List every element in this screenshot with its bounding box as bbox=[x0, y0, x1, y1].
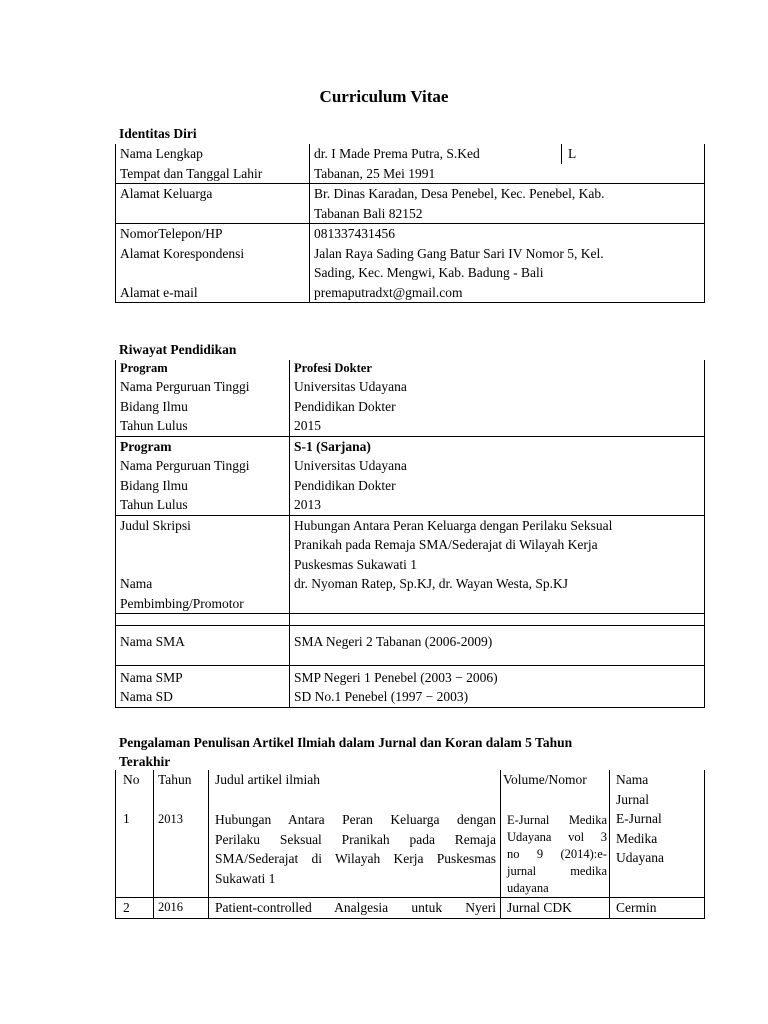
sma-value: SMA Negeri 2 Tabanan (2006-2009) bbox=[290, 626, 705, 666]
spacer-row bbox=[116, 614, 290, 626]
jurnal-line-1: E-Jurnal bbox=[616, 811, 662, 826]
sma-label: Nama SMA bbox=[120, 634, 185, 649]
col-nama-jurnal bbox=[610, 770, 705, 809]
col-nama-line-2: Jurnal bbox=[616, 791, 649, 807]
pt-value-2: Universitas Udayana bbox=[290, 456, 705, 476]
smp-label: Nama SMP bbox=[120, 669, 183, 685]
judul-line-2: Perilaku Seksual Pranikah pada Remaja bbox=[215, 831, 496, 847]
vol-line-5: udayana bbox=[507, 881, 549, 895]
bidang-value-2: Pendidikan Dokter bbox=[290, 476, 705, 496]
row-tahun: 2013 bbox=[154, 809, 209, 898]
row-tahun: 2016 bbox=[154, 898, 209, 919]
pembimbing-value: dr. Nyoman Ratep, Sp.KJ, dr. Wayan Westa, Sp.KJ bbox=[290, 574, 705, 614]
row-judul bbox=[209, 809, 501, 898]
pt-label-2: Nama Perguruan Tinggi bbox=[120, 458, 250, 473]
bidang-label: Bidang Ilmu bbox=[120, 398, 188, 414]
row-judul: Patient-controlled Analgesia untuk Nyeri bbox=[209, 898, 501, 919]
row-volume: Jurnal CDK bbox=[501, 898, 610, 919]
jurnal-line-2: Medika bbox=[616, 830, 658, 846]
identity-table bbox=[115, 144, 705, 303]
alamat-line-2: Tabanan Bali 82152 bbox=[314, 205, 423, 221]
document-title: Curriculum Vitae bbox=[319, 87, 449, 106]
pembimbing-label-line-1: Nama bbox=[120, 576, 153, 591]
lulus-value-1: 2015 bbox=[290, 416, 705, 436]
bidang-value-1: Pendidikan Dokter bbox=[290, 397, 705, 417]
smp-value: SMP Negeri 1 Penebel (2003 − 2006) bbox=[290, 665, 705, 687]
table-row bbox=[116, 898, 705, 919]
program-value-2: S-1 (Sarjana) bbox=[290, 436, 705, 456]
program-label-2: Program bbox=[120, 438, 172, 454]
ttl-value: Tabanan, 25 Mei 1991 bbox=[310, 164, 705, 184]
pengalaman-heading-line-2: Terakhir bbox=[119, 754, 171, 769]
table-row bbox=[116, 809, 705, 898]
pt-label: Nama Perguruan Tinggi bbox=[120, 379, 250, 394]
alamat-label: Alamat Keluarga bbox=[120, 186, 213, 201]
email-value: premaputradxt@gmail.com bbox=[310, 283, 705, 303]
skripsi-label: Judul Skripsi bbox=[120, 517, 191, 533]
sd-value: SD No.1 Penebel (1997 − 2003) bbox=[290, 687, 705, 707]
skripsi-line-3: Puskesmas Sukawati 1 bbox=[294, 556, 417, 572]
section-heading-pengalaman bbox=[119, 733, 572, 771]
col-volume: Volume/Nomor bbox=[501, 770, 610, 809]
spacer-cell bbox=[290, 614, 705, 626]
vol-line-1: E-Jurnal Medika bbox=[507, 813, 607, 827]
row-jurnal: Cermin bbox=[610, 898, 705, 919]
skripsi-line-1: Hubungan Antara Peran Keluarga dengan Perilaku Seksual bbox=[294, 517, 613, 533]
bidang-label-2: Bidang Ilmu bbox=[120, 477, 188, 493]
telp-value: 081337431456 bbox=[310, 224, 705, 244]
skripsi-value bbox=[290, 515, 705, 574]
email-label: Alamat e-mail bbox=[120, 284, 198, 300]
col-nama-line-1: Nama bbox=[616, 772, 649, 787]
row-no: 1 bbox=[123, 811, 130, 826]
judul-line-4: Sukawati 1 bbox=[215, 870, 276, 886]
judul-line-1: Hubungan Antara Peran Keluarga dengan bbox=[215, 812, 496, 827]
col-judul: Judul artikel ilmiah bbox=[209, 770, 501, 809]
col-no: No bbox=[123, 772, 140, 787]
row-jurnal bbox=[610, 809, 705, 898]
jk-value: L bbox=[562, 144, 705, 164]
row-volume bbox=[501, 809, 610, 898]
vol-line-2: Udayana vol 3 bbox=[507, 830, 607, 844]
row-no: 2 bbox=[123, 900, 130, 915]
koresp-line-1: Jalan Raya Sading Gang Batur Sari IV Nomor 5, Kel. bbox=[314, 245, 604, 261]
skripsi-line-2: Pranikah pada Remaja SMA/Sederajat di Wilayah Kerja bbox=[294, 537, 598, 552]
koresp-line-2: Sading, Kec. Mengwi, Kab. Badung - Bali bbox=[314, 265, 544, 280]
alamat-value bbox=[310, 184, 705, 224]
pt-value-1: Universitas Udayana bbox=[290, 377, 705, 397]
pengalaman-heading-line-1: Pengalaman Penulisan Artikel Ilmiah dalam Jurnal dan Koran dalam 5 Tahun bbox=[119, 735, 573, 750]
education-table bbox=[115, 360, 705, 708]
ttl-label: Tempat dan Tanggal Lahir bbox=[120, 165, 263, 181]
jurnal-line-3: Udayana bbox=[616, 850, 664, 865]
pembimbing-label-line-2: Pembimbing/Promotor bbox=[120, 595, 244, 611]
nama-label: Nama Lengkap bbox=[120, 146, 203, 161]
lulus-label: Tahun Lulus bbox=[120, 418, 188, 433]
sd-label: Nama SD bbox=[120, 689, 173, 704]
vol-line-4: jurnal medika bbox=[507, 864, 607, 878]
koresp-label: Alamat Korespondensi bbox=[120, 245, 245, 261]
lulus-value-2: 2013 bbox=[290, 495, 705, 515]
koresp-value bbox=[310, 244, 705, 283]
section-heading-pendidikan: Riwayat Pendidikan bbox=[119, 342, 237, 357]
section-heading-identitas: Identitas Diri bbox=[119, 126, 197, 141]
program-label: Program bbox=[120, 361, 168, 375]
telp-label: NomorTelepon/HP bbox=[120, 226, 223, 241]
col-tahun: Tahun bbox=[154, 770, 209, 809]
vol-line-3: no 9 (2014):e- bbox=[507, 847, 607, 861]
judul-line-3: SMA/Sederajat di Wilayah Kerja Puskesmas bbox=[215, 851, 496, 866]
publication-table bbox=[115, 770, 705, 919]
program-value-1: Profesi Dokter bbox=[290, 360, 705, 377]
nama-value: dr. I Made Prema Putra, S.Ked bbox=[310, 144, 562, 164]
lulus-label-2: Tahun Lulus bbox=[120, 497, 188, 512]
pembimbing-label bbox=[116, 574, 290, 614]
alamat-line-1: Br. Dinas Karadan, Desa Penebel, Kec. Penebel, Kab. bbox=[314, 186, 605, 201]
